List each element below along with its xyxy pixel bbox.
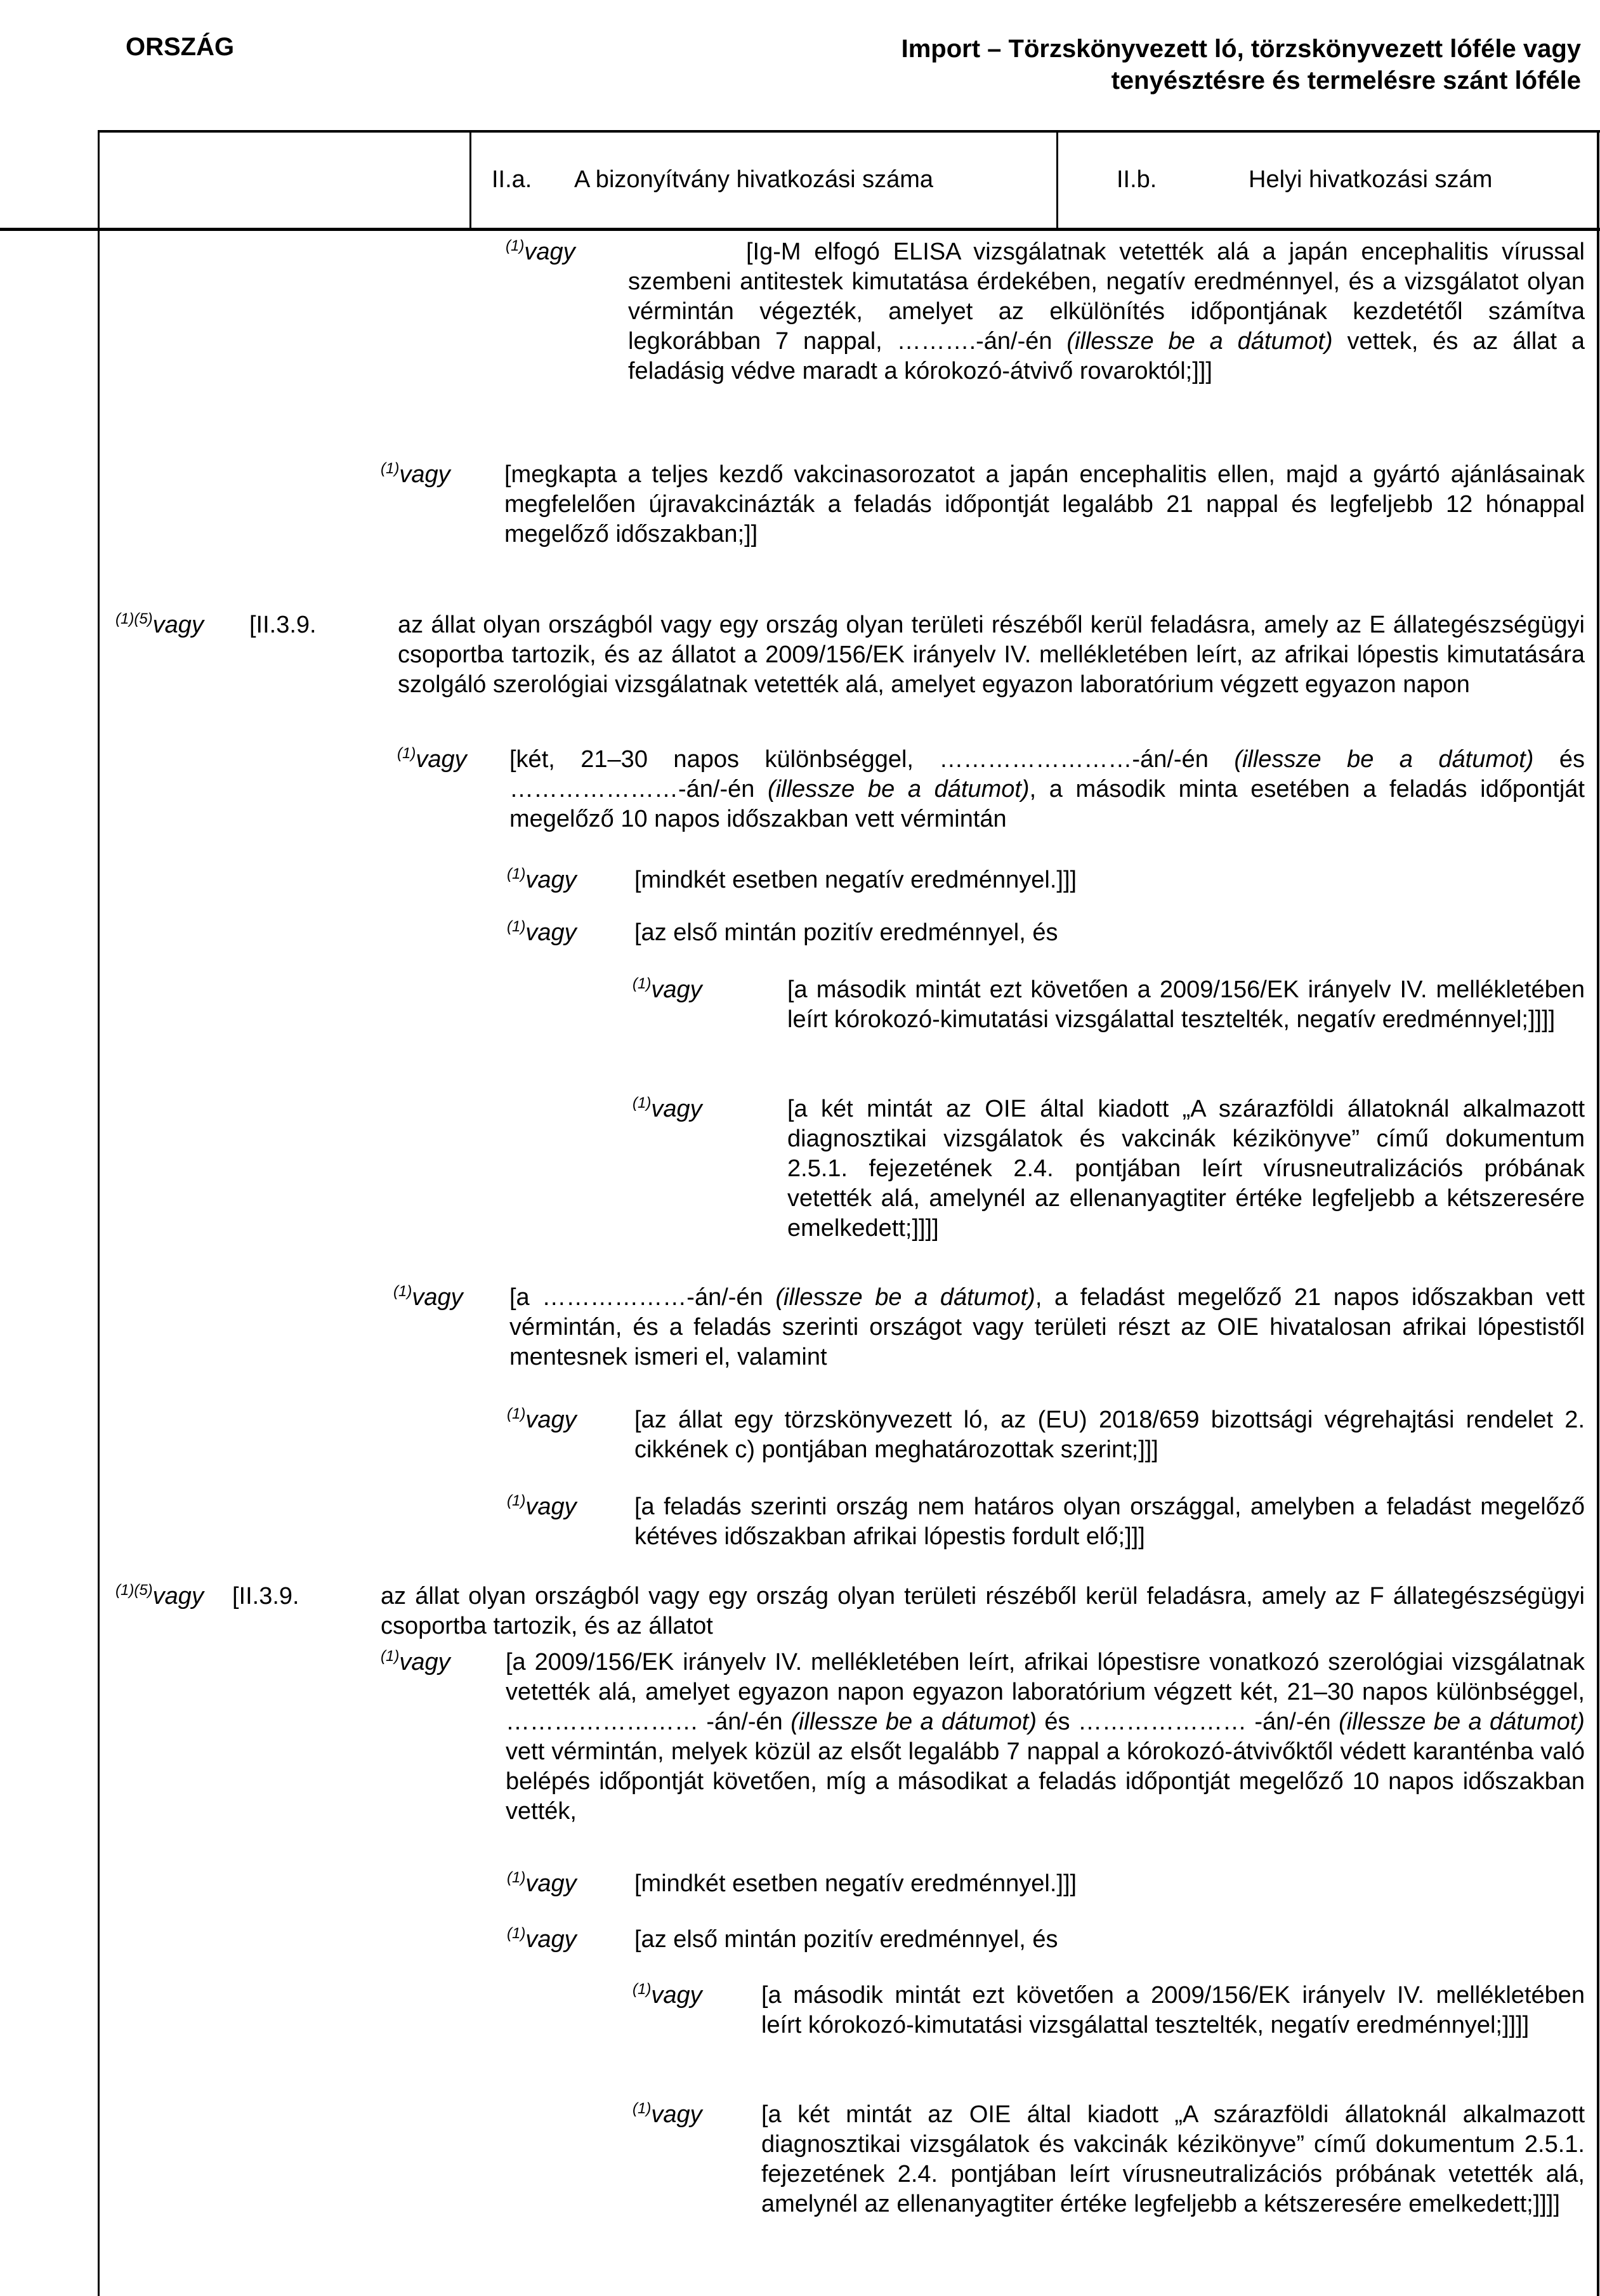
option-marker: $^{(1)}$vagy (507, 865, 577, 893)
option-marker: $^{(1)}$vagy (507, 1492, 577, 1520)
option-marker: $^{(1)}$vagy (507, 1925, 577, 1953)
section-ref-e: [II.3.9. (249, 612, 317, 638)
group-f-second-tested: [a második mintát ezt követően a 2009/156/EK irányelv IV. mellékletében leírt kórokozó-kimutatási vizsgálattal tesztelték, negatív eredménnyel;]]]] (761, 1982, 1585, 2038)
certificate-ref-number-label: II.a. (492, 166, 532, 193)
option-marker: $^{(1)}$vagy (506, 237, 575, 265)
table-top-border (98, 130, 1600, 133)
group-f-intro: az állat olyan országból vagy egy ország olyan területi részéből kerül feladásra, amely az F állategészségügyi csoportba tartozik, és az állatot (381, 1583, 1585, 1639)
table-left-border (98, 130, 100, 2296)
group-e-registered-horse: [az állat egy törzskönyvezett ló, az (EU) 2018/659 bizottsági végrehajtási rendelet 2. cikkének c) pontjában meghatározottak szerint;]]] (634, 1407, 1585, 1463)
certificate-title-line1: Import – Törzskönyvezett ló, törzskönyvezett lóféle vagy (901, 35, 1581, 63)
group-f-serology: [a 2009/156/EK irányelv IV. mellékletében leírt, afrikai lópestisre vonatkozó szerológiai vizsgálatnak vetették alá, amelyet egyazon napon egyazon laboratórium végzett két, 21–30 napos különbséggel, …………………… -án/-én (illessze be a dátumot) és ………………… -án/-én (illessze be a dátumot) vett vérmintán, melyek közül az elsőt legalább 7 nappal a kórokozó-átvivőktől védett karanténba való belépés időpontját követően, míg a másodikat a feladás időpontját megelőző 10 napos időszakban vették, (506, 1649, 1585, 1825)
certificate-title (693, 33, 1581, 96)
local-ref-label: Helyi hivatkozási szám (1249, 166, 1493, 193)
option-marker: $^{(1)}$vagy (381, 1648, 450, 1676)
section-ref-f: [II.3.9. (232, 1583, 299, 1610)
table-right-border (1597, 130, 1599, 2296)
group-f-oie-vn: [a két mintát az OIE által kiadott „A szárazföldi állatoknál alkalmazott diagnosztikai vizsgálatok és vakcinák kézikönyve” című dokumentum 2.5.1. fejezetének 2.4. pontjában leírt vírusneutralizációs próbának vetették alá, amelynél az ellenanyagtiter értéke legfeljebb a kétszeresére emelkedett;]]]] (761, 2101, 1585, 2217)
option-marker: $^{(1)}$vagy (397, 745, 467, 773)
group-f-first-positive: [az első mintán pozitív eredménnyel, és (634, 1926, 1058, 1953)
option-marker: $^{(1)}$vagy (507, 918, 577, 946)
group-f-both-negative: [mindkét esetben negatív eredménnyel.]]] (634, 1870, 1077, 1897)
option-marker: $^{(1)}$vagy (507, 1405, 577, 1433)
group-e-two-samples: [két, 21–30 napos különbséggel, ……………………-án/-én (illessze be a dátumot) és …………………-án/-én (illessze be a dátumot), a második minta esetében a feladás időpontját megelőző 10 napos időszakban vett vérmintán (509, 746, 1585, 832)
igm-elisa-paragraph: [Ig-M elfogó ELISA vizsgálatnak vetették alá a japán encephalitis vírussal szembeni antitestek kimutatása érdekében, negatív eredménnyel, és a vizsgálatot olyan vérmintán végezték, amelyet az elkülönítés időpontjának kezdetétől számítva legkorábban 7 nappal, ……….-án/-én (illessze be a dátumot) vettek, és az állat a feladásig védve maradt a kórokozó-átvivő rovaroktól;]]] (628, 239, 1585, 384)
certificate-title-line2: tenyésztésre és termelésre szánt lóféle (1111, 67, 1581, 95)
option-marker: $^{(1)(5)}$vagy (115, 610, 204, 638)
option-marker: $^{(1)(5)}$vagy (115, 1582, 204, 1610)
option-marker: $^{(1)}$vagy (633, 975, 702, 1003)
group-e-first-positive: [az első mintán pozitív eredménnyel, és (634, 919, 1058, 946)
group-e-second-tested: [a második mintát ezt követően a 2009/156/EK irányelv IV. mellékletében leírt kórokozó-kimutatási vizsgálattal tesztelték, negatív eredménnyel;]]]] (787, 976, 1585, 1033)
option-marker: $^{(1)}$vagy (507, 1869, 577, 1897)
option-marker: $^{(1)}$vagy (633, 1094, 702, 1122)
group-e-single-sample: [a ………………-án/-én (illessze be a dátumot), a feladást megelőző 21 napos időszakban vett vérmintán, és a feladás szerinti országot vagy területi részt az OIE hivatalosan afrikai lópestistől mentesnek ismeri el, valamint (509, 1284, 1585, 1370)
country-label: ORSZÁG (126, 33, 235, 61)
option-marker: $^{(1)}$vagy (393, 1283, 463, 1311)
option-marker: $^{(1)}$vagy (633, 2100, 702, 2128)
local-ref-number-label: II.b. (1117, 166, 1157, 193)
header-column-divider-2 (1056, 130, 1058, 230)
header-bottom-border (0, 228, 1600, 231)
header-column-divider-1 (469, 130, 471, 230)
group-e-oie-vn: [a két mintát az OIE által kiadott „A szárazföldi állatoknál alkalmazott diagnosztikai vizsgálatok és vakcinák kézikönyve” című dokumentum 2.5.1. fejezetének 2.4. pontjában leírt vírusneutralizációs próbának vetették alá, amelynél az ellenanyagtiter értéke legfeljebb a kétszeresére emelkedett;]]]] (787, 1096, 1585, 1242)
group-e-no-border: [a feladás szerinti ország nem határos olyan országgal, amelyben a feladást megelőző kétéves időszakban afrikai lópestis fordult elő;]]] (634, 1493, 1585, 1550)
group-e-intro: az állat olyan országból vagy egy ország olyan területi részéből kerül feladásra, amely az E állategészségügyi csoportba tartozik, és az állatot a 2009/156/EK irányelv IV. mellékletében leírt, az afrikai lópestis kimutatására szolgáló szerológiai vizsgálatnak vetették alá, amelyet egyazon laboratórium végzett egyazon napon (398, 612, 1585, 698)
option-marker: $^{(1)}$vagy (633, 1981, 702, 2009)
certificate-ref-label: A bizonyítvány hivatkozási száma (574, 166, 934, 193)
group-e-both-negative: [mindkét esetben negatív eredménnyel.]]] (634, 867, 1077, 893)
option-marker: $^{(1)}$vagy (381, 460, 450, 488)
vaccination-paragraph: [megkapta a teljes kezdő vakcinasorozatot a japán encephalitis ellen, majd a gyártó ajánlásainak megfelelően újravakcinázták a feladás időpontját legalább 21 nappal és legfeljebb 12 hónappal megelőző időszakban;]] (504, 461, 1585, 548)
